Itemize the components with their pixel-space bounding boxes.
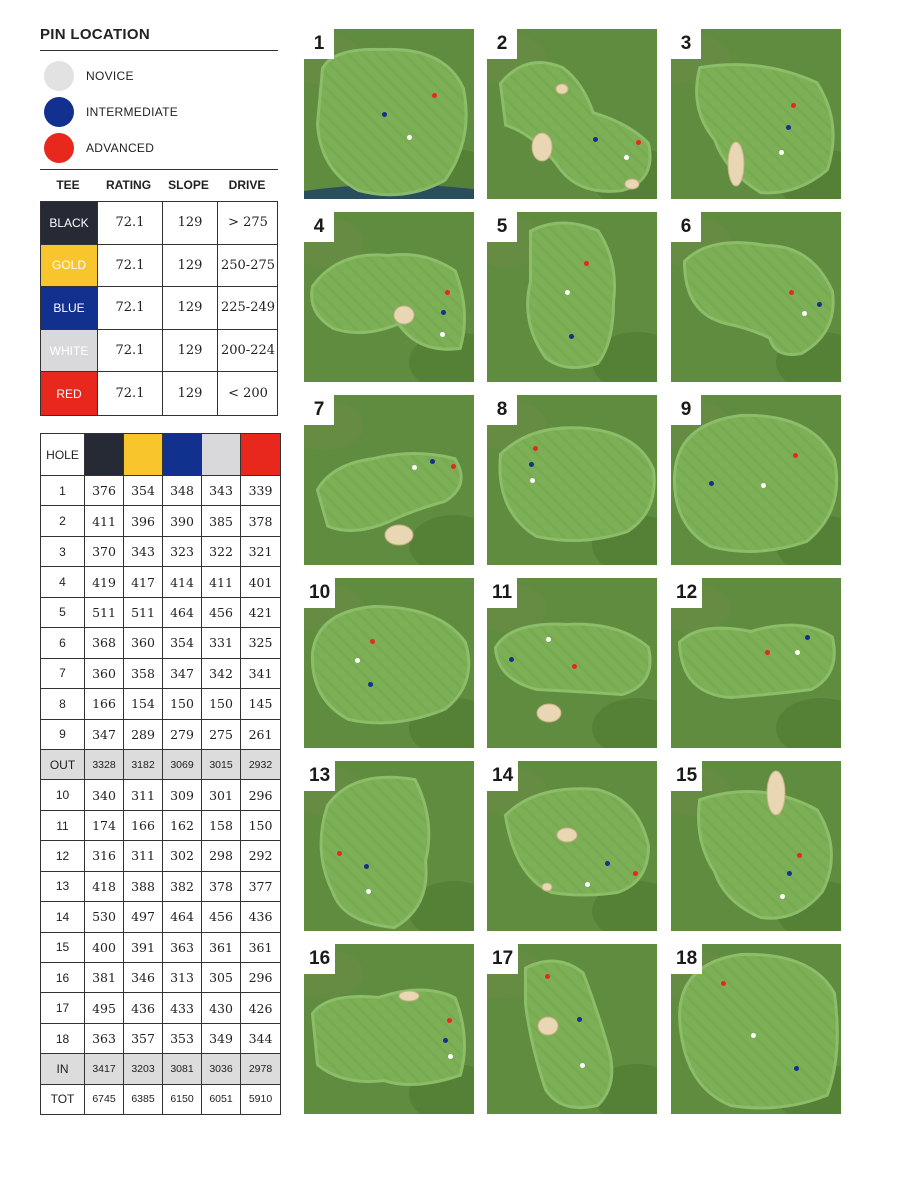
yardage-cell: 426 bbox=[241, 993, 281, 1023]
row-label: 16 bbox=[41, 963, 85, 993]
hole-map-2 bbox=[487, 29, 657, 199]
yardage-cell: 363 bbox=[85, 1023, 124, 1053]
yardage-cell: 174 bbox=[85, 810, 124, 840]
yardage-cell: 382 bbox=[163, 871, 202, 901]
row-label: 10 bbox=[41, 780, 85, 810]
legend-item-intermediate bbox=[44, 97, 278, 127]
hole-map-5 bbox=[487, 212, 657, 382]
yardage-cell: 401 bbox=[241, 567, 281, 597]
intermediate-pin-icon bbox=[509, 657, 514, 662]
yardage-cell: 3417 bbox=[85, 1054, 124, 1084]
yardage-cell: 2932 bbox=[241, 749, 281, 779]
yardage-cell: 360 bbox=[124, 628, 163, 658]
yardage-cell: 325 bbox=[241, 628, 281, 658]
tee-name: BLUE bbox=[41, 287, 97, 329]
yardage-cell: 377 bbox=[241, 871, 281, 901]
yardage-cell: 292 bbox=[241, 841, 281, 871]
scorecard-table bbox=[40, 433, 281, 1115]
hole-number: 2 bbox=[487, 29, 517, 59]
hole-map-17 bbox=[487, 944, 657, 1114]
hole-map-16 bbox=[304, 944, 474, 1114]
yardage-cell: 358 bbox=[124, 658, 163, 688]
yardage-cell: 311 bbox=[124, 780, 163, 810]
yardage-cell: 376 bbox=[85, 476, 124, 506]
hole-number: 7 bbox=[304, 395, 334, 425]
yardage-cell: 343 bbox=[124, 536, 163, 566]
tee-row-gold bbox=[41, 245, 277, 288]
hole-map-1 bbox=[304, 29, 474, 199]
row-label: 9 bbox=[41, 719, 85, 749]
novice-pin-icon bbox=[440, 332, 445, 337]
yardage-cell: 342 bbox=[202, 658, 241, 688]
yardage-cell: 464 bbox=[163, 597, 202, 627]
novice-pin-icon bbox=[779, 150, 784, 155]
intermediate-pin-icon bbox=[443, 1038, 448, 1043]
advanced-pin-icon bbox=[584, 261, 589, 266]
advanced-pin-icon bbox=[633, 871, 638, 876]
yardage-cell: 331 bbox=[202, 628, 241, 658]
intermediate-pin-icon bbox=[605, 861, 610, 866]
advanced-pin-icon bbox=[572, 664, 577, 669]
hole-map-18 bbox=[671, 944, 841, 1114]
yardage-cell: 511 bbox=[85, 597, 124, 627]
tee-slope: 129 bbox=[162, 330, 217, 372]
intermediate-pin-icon bbox=[709, 481, 714, 486]
yardage-cell: 145 bbox=[241, 689, 281, 719]
yardage-cell: 419 bbox=[85, 567, 124, 597]
yardage-cell: 316 bbox=[85, 841, 124, 871]
legend-item-novice bbox=[44, 61, 278, 91]
yardage-cell: 385 bbox=[202, 506, 241, 536]
advanced-pin-icon bbox=[789, 290, 794, 295]
hole-row bbox=[41, 658, 281, 688]
hole-map-9 bbox=[671, 395, 841, 565]
yardage-cell: 301 bbox=[202, 780, 241, 810]
tee-slope: 129 bbox=[162, 245, 217, 287]
row-label: 1 bbox=[41, 476, 85, 506]
yardage-cell: 309 bbox=[163, 780, 202, 810]
yardage-cell: 346 bbox=[124, 963, 163, 993]
tee-name: WHITE bbox=[41, 330, 97, 372]
hole-row bbox=[41, 1023, 281, 1053]
hole-map-4 bbox=[304, 212, 474, 382]
yardage-cell: 6150 bbox=[163, 1084, 202, 1114]
yardage-cell: 381 bbox=[85, 963, 124, 993]
yardage-cell: 150 bbox=[202, 689, 241, 719]
advanced-pin-icon bbox=[793, 453, 798, 458]
hole-row bbox=[41, 719, 281, 749]
novice-pin-icon bbox=[624, 155, 629, 160]
intermediate-pin-icon bbox=[430, 459, 435, 464]
yardage-cell: 378 bbox=[202, 871, 241, 901]
legend-title: PIN LOCATION bbox=[40, 26, 150, 43]
tee-row-black bbox=[41, 202, 277, 245]
yardage-cell: 166 bbox=[124, 810, 163, 840]
hole-row bbox=[41, 536, 281, 566]
tee-color-swatch bbox=[163, 434, 202, 476]
hole-row bbox=[41, 810, 281, 840]
intermediate-pin-icon bbox=[817, 302, 822, 307]
advanced-pin-icon bbox=[797, 853, 802, 858]
advanced-pin-icon bbox=[533, 446, 538, 451]
advanced-pin-icon bbox=[447, 1018, 452, 1023]
hole-map-6 bbox=[671, 212, 841, 382]
novice-pin-icon bbox=[355, 658, 360, 663]
yardage-cell: 497 bbox=[124, 902, 163, 932]
row-label: TOT bbox=[41, 1084, 85, 1114]
tee-row-red bbox=[41, 372, 277, 415]
hole-number: 18 bbox=[671, 944, 702, 974]
row-label: 6 bbox=[41, 628, 85, 658]
yardage-cell: 417 bbox=[124, 567, 163, 597]
row-label: 13 bbox=[41, 871, 85, 901]
yardage-cell: 530 bbox=[85, 902, 124, 932]
row-label: 17 bbox=[41, 993, 85, 1023]
intermediate-dot-icon bbox=[44, 97, 74, 127]
novice-dot-icon bbox=[44, 61, 74, 91]
yardage-cell: 347 bbox=[163, 658, 202, 688]
hole-map-8 bbox=[487, 395, 657, 565]
hole-number: 16 bbox=[304, 944, 335, 974]
row-label: 3 bbox=[41, 536, 85, 566]
yardage-cell: 354 bbox=[124, 476, 163, 506]
hole-map-7 bbox=[304, 395, 474, 565]
yardage-cell: 421 bbox=[241, 597, 281, 627]
yardage-cell: 396 bbox=[124, 506, 163, 536]
hole-row bbox=[41, 597, 281, 627]
hole-row bbox=[41, 689, 281, 719]
yardage-cell: 261 bbox=[241, 719, 281, 749]
yardage-cell: 3328 bbox=[85, 749, 124, 779]
hole-row bbox=[41, 902, 281, 932]
yardage-cell: 368 bbox=[85, 628, 124, 658]
hole-number: 15 bbox=[671, 761, 702, 791]
advanced-pin-icon bbox=[445, 290, 450, 295]
yardage-cell: 6385 bbox=[124, 1084, 163, 1114]
row-label: 18 bbox=[41, 1023, 85, 1053]
header-slope: SLOPE bbox=[168, 178, 209, 192]
legend-label: NOVICE bbox=[86, 69, 134, 83]
advanced-pin-icon bbox=[721, 981, 726, 986]
yardage-cell: 390 bbox=[163, 506, 202, 536]
tee-name: RED bbox=[41, 372, 97, 415]
yardage-cell: 418 bbox=[85, 871, 124, 901]
tee-rating: 72.1 bbox=[97, 330, 162, 372]
hole-number: 17 bbox=[487, 944, 518, 974]
row-label: 4 bbox=[41, 567, 85, 597]
legend-divider bbox=[40, 50, 278, 51]
novice-pin-icon bbox=[780, 894, 785, 899]
intermediate-pin-icon bbox=[364, 864, 369, 869]
yardage-cell: 436 bbox=[124, 993, 163, 1023]
row-label: 7 bbox=[41, 658, 85, 688]
tee-rating: 72.1 bbox=[97, 372, 162, 415]
yardage-cell: 340 bbox=[85, 780, 124, 810]
novice-pin-icon bbox=[761, 483, 766, 488]
intermediate-pin-icon bbox=[441, 310, 446, 315]
yardage-cell: 456 bbox=[202, 902, 241, 932]
advanced-pin-icon bbox=[432, 93, 437, 98]
tee-rating: 72.1 bbox=[97, 245, 162, 287]
yardage-cell: 289 bbox=[124, 719, 163, 749]
yardage-cell: 150 bbox=[241, 810, 281, 840]
yardage-cell: 370 bbox=[85, 536, 124, 566]
hole-number: 8 bbox=[487, 395, 517, 425]
yardage-cell: 162 bbox=[163, 810, 202, 840]
novice-pin-icon bbox=[795, 650, 800, 655]
hole-row bbox=[41, 932, 281, 962]
yardage-cell: 411 bbox=[85, 506, 124, 536]
hole-row bbox=[41, 506, 281, 536]
hole-number: 12 bbox=[671, 578, 702, 608]
yardage-cell: 349 bbox=[202, 1023, 241, 1053]
subtotal-row bbox=[41, 749, 281, 779]
intermediate-pin-icon bbox=[805, 635, 810, 640]
advanced-pin-icon bbox=[765, 650, 770, 655]
scorecard-header-row bbox=[41, 434, 281, 476]
pin-location-legend bbox=[40, 24, 278, 155]
yardage-cell: 339 bbox=[241, 476, 281, 506]
tee-color-swatch bbox=[124, 434, 163, 476]
yardage-cell: 3182 bbox=[124, 749, 163, 779]
yardage-cell: 296 bbox=[241, 780, 281, 810]
hole-map-11 bbox=[487, 578, 657, 748]
novice-pin-icon bbox=[751, 1033, 756, 1038]
row-label: 8 bbox=[41, 689, 85, 719]
intermediate-pin-icon bbox=[593, 137, 598, 142]
yardage-cell: 388 bbox=[124, 871, 163, 901]
yardage-cell: 344 bbox=[241, 1023, 281, 1053]
tee-rating: 72.1 bbox=[97, 287, 162, 329]
advanced-pin-icon bbox=[791, 103, 796, 108]
hole-map-14 bbox=[487, 761, 657, 931]
yardage-cell: 150 bbox=[163, 689, 202, 719]
tee-color-swatch bbox=[241, 434, 281, 476]
yardage-cell: 360 bbox=[85, 658, 124, 688]
yardage-cell: 363 bbox=[163, 932, 202, 962]
yardage-cell: 3015 bbox=[202, 749, 241, 779]
yardage-cell: 311 bbox=[124, 841, 163, 871]
tee-name: BLACK bbox=[41, 202, 97, 244]
row-label: 12 bbox=[41, 841, 85, 871]
yardage-cell: 430 bbox=[202, 993, 241, 1023]
yardage-cell: 158 bbox=[202, 810, 241, 840]
novice-pin-icon bbox=[412, 465, 417, 470]
total-row bbox=[41, 1084, 281, 1114]
yardage-cell: 2978 bbox=[241, 1054, 281, 1084]
yardage-cell: 321 bbox=[241, 536, 281, 566]
row-label: 2 bbox=[41, 506, 85, 536]
hole-number: 13 bbox=[304, 761, 335, 791]
intermediate-pin-icon bbox=[786, 125, 791, 130]
row-label: 14 bbox=[41, 902, 85, 932]
novice-pin-icon bbox=[366, 889, 371, 894]
yardage-cell: 298 bbox=[202, 841, 241, 871]
hole-number: 9 bbox=[671, 395, 701, 425]
tee-drive: 200-224 bbox=[217, 330, 278, 372]
yardage-cell: 305 bbox=[202, 963, 241, 993]
header-tee: TEE bbox=[56, 178, 80, 192]
yardage-cell: 313 bbox=[163, 963, 202, 993]
yardage-cell: 3069 bbox=[163, 749, 202, 779]
hole-row bbox=[41, 567, 281, 597]
row-label: 11 bbox=[41, 810, 85, 840]
hole-row bbox=[41, 780, 281, 810]
advanced-pin-icon bbox=[545, 974, 550, 979]
hole-number: 5 bbox=[487, 212, 517, 242]
tee-color-swatch bbox=[202, 434, 241, 476]
novice-pin-icon bbox=[407, 135, 412, 140]
yardage-cell: 3036 bbox=[202, 1054, 241, 1084]
yardage-cell: 343 bbox=[202, 476, 241, 506]
tee-slope: 129 bbox=[162, 202, 217, 244]
hole-row bbox=[41, 993, 281, 1023]
yardage-cell: 495 bbox=[85, 993, 124, 1023]
legend-label: INTERMEDIATE bbox=[86, 105, 179, 119]
novice-pin-icon bbox=[585, 882, 590, 887]
tee-color-swatch bbox=[85, 434, 124, 476]
yardage-cell: 322 bbox=[202, 536, 241, 566]
hole-header: HOLE bbox=[41, 434, 85, 476]
intermediate-pin-icon bbox=[382, 112, 387, 117]
hole-map-10 bbox=[304, 578, 474, 748]
yardage-cell: 456 bbox=[202, 597, 241, 627]
tee-slope: 129 bbox=[162, 372, 217, 415]
tee-drive: 225-249 bbox=[217, 287, 278, 329]
intermediate-pin-icon bbox=[368, 682, 373, 687]
yardage-cell: 464 bbox=[163, 902, 202, 932]
tee-drive: < 200 bbox=[217, 372, 278, 415]
yardage-cell: 414 bbox=[163, 567, 202, 597]
hole-number: 14 bbox=[487, 761, 518, 791]
advanced-dot-icon bbox=[44, 133, 74, 163]
novice-pin-icon bbox=[530, 478, 535, 483]
hole-number: 1 bbox=[304, 29, 334, 59]
intermediate-pin-icon bbox=[529, 462, 534, 467]
yardage-cell: 154 bbox=[124, 689, 163, 719]
yardage-cell: 348 bbox=[163, 476, 202, 506]
novice-pin-icon bbox=[802, 311, 807, 316]
legend-label: ADVANCED bbox=[86, 141, 155, 155]
yardage-cell: 3081 bbox=[163, 1054, 202, 1084]
tee-slope: 129 bbox=[162, 287, 217, 329]
yardage-cell: 275 bbox=[202, 719, 241, 749]
yardage-cell: 511 bbox=[124, 597, 163, 627]
header-drive: DRIVE bbox=[228, 178, 266, 192]
tee-drive: > 275 bbox=[217, 202, 278, 244]
hole-number: 4 bbox=[304, 212, 334, 242]
tee-name: GOLD bbox=[41, 245, 97, 287]
intermediate-pin-icon bbox=[577, 1017, 582, 1022]
yardage-cell: 436 bbox=[241, 902, 281, 932]
yardage-cell: 400 bbox=[85, 932, 124, 962]
yardage-cell: 378 bbox=[241, 506, 281, 536]
tee-rows bbox=[40, 201, 278, 416]
yardage-cell: 6745 bbox=[85, 1084, 124, 1114]
row-label: 5 bbox=[41, 597, 85, 627]
advanced-pin-icon bbox=[636, 140, 641, 145]
header-rating: RATING bbox=[105, 178, 152, 192]
yardage-cell: 5910 bbox=[241, 1084, 281, 1114]
row-label: IN bbox=[41, 1054, 85, 1084]
tee-drive: 250-275 bbox=[217, 245, 278, 287]
yardage-cell: 323 bbox=[163, 536, 202, 566]
yardage-cell: 361 bbox=[241, 932, 281, 962]
novice-pin-icon bbox=[580, 1063, 585, 1068]
yardage-cell: 3203 bbox=[124, 1054, 163, 1084]
yardage-cell: 354 bbox=[163, 628, 202, 658]
tee-rating: 72.1 bbox=[97, 202, 162, 244]
yardage-cell: 357 bbox=[124, 1023, 163, 1053]
hole-map-12 bbox=[671, 578, 841, 748]
hole-map-13 bbox=[304, 761, 474, 931]
intermediate-pin-icon bbox=[794, 1066, 799, 1071]
advanced-pin-icon bbox=[370, 639, 375, 644]
yardage-cell: 296 bbox=[241, 963, 281, 993]
hole-row bbox=[41, 871, 281, 901]
tee-row-white bbox=[41, 330, 277, 373]
subtotal-row bbox=[41, 1054, 281, 1084]
legend-item-advanced bbox=[44, 133, 278, 163]
novice-pin-icon bbox=[448, 1054, 453, 1059]
advanced-pin-icon bbox=[337, 851, 342, 856]
novice-pin-icon bbox=[565, 290, 570, 295]
tee-table-header bbox=[40, 170, 278, 202]
hole-row bbox=[41, 963, 281, 993]
hole-number: 3 bbox=[671, 29, 701, 59]
yardage-cell: 411 bbox=[202, 567, 241, 597]
hole-number: 10 bbox=[304, 578, 335, 608]
row-label: OUT bbox=[41, 749, 85, 779]
yardage-cell: 341 bbox=[241, 658, 281, 688]
yardage-cell: 166 bbox=[85, 689, 124, 719]
yardage-cell: 347 bbox=[85, 719, 124, 749]
yardage-cell: 353 bbox=[163, 1023, 202, 1053]
intermediate-pin-icon bbox=[787, 871, 792, 876]
tee-row-blue bbox=[41, 287, 277, 330]
hole-map-15 bbox=[671, 761, 841, 931]
yardage-cell: 391 bbox=[124, 932, 163, 962]
hole-row bbox=[41, 476, 281, 506]
intermediate-pin-icon bbox=[569, 334, 574, 339]
hole-map-3 bbox=[671, 29, 841, 199]
novice-pin-icon bbox=[546, 637, 551, 642]
yardage-cell: 279 bbox=[163, 719, 202, 749]
hole-row bbox=[41, 841, 281, 871]
yardage-cell: 6051 bbox=[202, 1084, 241, 1114]
hole-number: 6 bbox=[671, 212, 701, 242]
yardage-cell: 361 bbox=[202, 932, 241, 962]
yardage-cell: 302 bbox=[163, 841, 202, 871]
hole-row bbox=[41, 628, 281, 658]
advanced-pin-icon bbox=[451, 464, 456, 469]
row-label: 15 bbox=[41, 932, 85, 962]
hole-number: 11 bbox=[487, 578, 517, 608]
yardage-cell: 433 bbox=[163, 993, 202, 1023]
